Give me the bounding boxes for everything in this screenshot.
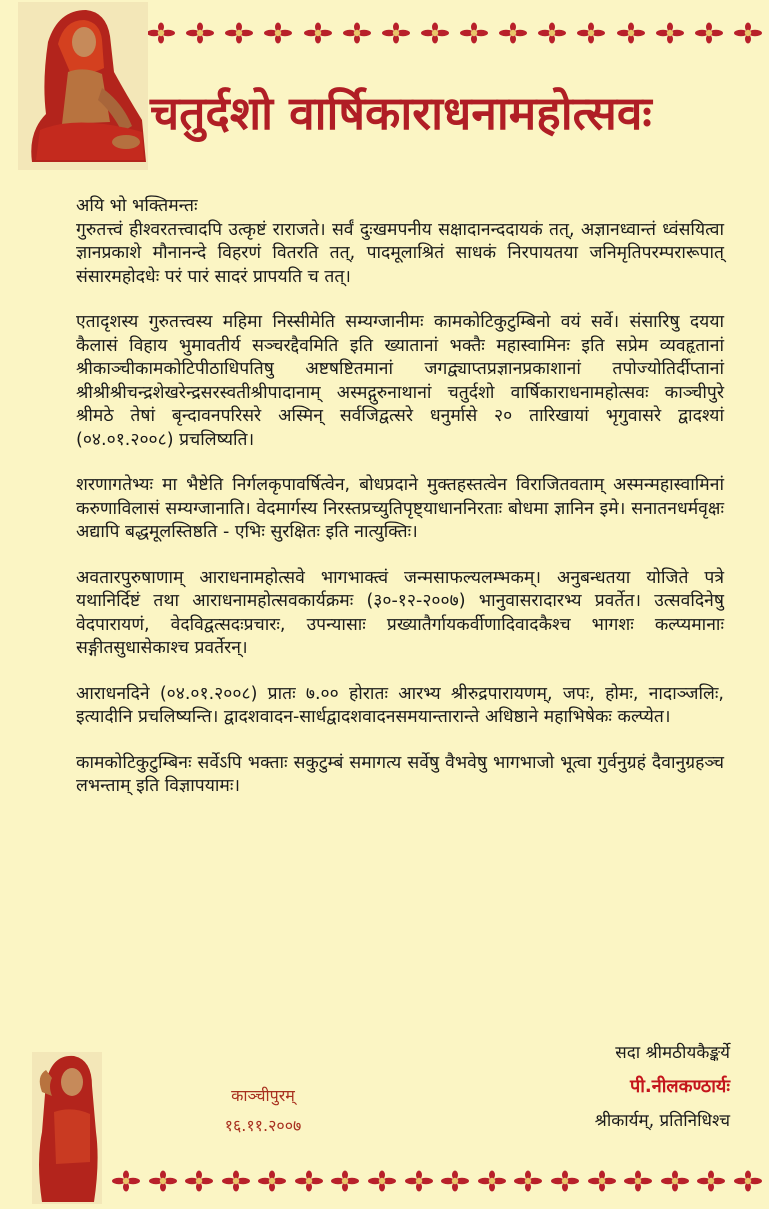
flower-ornament-icon: [342, 22, 372, 44]
saint-portrait-top: [18, 2, 148, 170]
signature-line-1: सदा श्रीमठीयकैङ्कर्ये: [615, 1043, 730, 1063]
flower-ornament-icon: [146, 22, 176, 44]
flower-ornament-icon: [513, 1170, 543, 1192]
saint-portrait-bottom: [32, 1052, 102, 1204]
flower-ornament-icon: [257, 1170, 287, 1192]
bottom-ornament-border: [105, 1166, 769, 1196]
flower-ornament-icon: [303, 22, 333, 44]
flower-ornament-icon: [696, 1170, 726, 1192]
flower-ornament-icon: [184, 1170, 214, 1192]
flower-ornament-icon: [294, 1170, 324, 1192]
place-date-block: [208, 1081, 318, 1141]
flower-ornament-icon: [623, 1170, 653, 1192]
place-city: काञ्चीपुरम्: [231, 1086, 295, 1105]
paragraph-4: अवतारपुरुषाणाम् आराधनामहोत्सवे भागभाक्त्वं जन्मसाफल्यलम्भकम्। अनुबन्धतया योजिते पत्रे यथानिर्दिष्टं तथा आराधनामहोत्सवकार्यक्रमः (३०-१२-२००७) भानुवासरादारभ्य प्रवर्तेत। उत्सवदिनेषु वेदपारायणं, वेदविद्वत्सदःप्रचारः, उपन्यासाः प्रख्यातैर्गायकर्वीणादिवादकैश्च भागशः कल्प्यमानाः सङ्गीतसुधासेकाश्च प्रवर्तेरन्।: [76, 567, 724, 658]
top-ornament-border: [140, 18, 769, 48]
flower-ornament-icon: [420, 22, 450, 44]
flower-ornament-icon: [404, 1170, 434, 1192]
flower-ornament-icon: [148, 1170, 178, 1192]
paragraph-1: गुरुतत्त्वं हीश्वरतत्त्वादपि उत्कृष्टं राराजते। सर्वं दुःखमपनीय सक्षादानन्ददायकं तत्, अज्ञानध्वान्तं ध्वंसयित्वा ज्ञानप्रकाशे मौनानन्दे विहरणं वितरति तत्, पादमूलाश्रितं साधकं निरपायतया जनिमृतिपरम्परारूपात् संसारमहोदधेः परं पारं सादरं प्रापयति च तत्।: [76, 219, 724, 287]
salutation: अयि भो भक्तिमन्तः: [76, 196, 198, 216]
signature-block: [520, 1036, 730, 1138]
flower-ornament-icon: [587, 1170, 617, 1192]
flower-ornament-icon: [477, 1170, 507, 1192]
flower-ornament-icon: [459, 22, 489, 44]
flower-ornament-icon: [660, 1170, 690, 1192]
flower-ornament-icon: [537, 22, 567, 44]
flower-ornament-icon: [616, 22, 646, 44]
flower-ornament-icon: [576, 22, 606, 44]
flower-ornament-icon: [263, 22, 293, 44]
flower-ornament-icon: [733, 1170, 763, 1192]
flower-ornament-icon: [367, 1170, 397, 1192]
flower-ornament-icon: [694, 22, 724, 44]
flower-ornament-icon: [224, 22, 254, 44]
flower-ornament-icon: [550, 1170, 580, 1192]
signature-line-3: श्रीकार्यम्, प्रतिनिधिश्च: [594, 1111, 730, 1131]
paragraph-6: कामकोटिकुटुम्बिनः सर्वेऽपि भक्ताः सकुटुम्बं समागत्य सर्वेषु वैभवेषु भागभाजो भूत्वा गुर्वनुग्रहं दैवानुग्रहञ्च लभन्ताम् इति विज्ञापयामः।: [76, 752, 724, 796]
flower-ornament-icon: [381, 22, 411, 44]
signature-name: पी.नीलकण्ठार्यः: [630, 1076, 730, 1097]
page-title: चतुर्दशो वार्षिकाराधनामहोत्सवः: [150, 86, 652, 140]
flower-ornament-icon: [498, 22, 528, 44]
paragraph-5: आराधनदिने (०४.०१.२००८) प्रातः ७.०० होरातः आरभ्य श्रीरुद्रपारायणम्, जपः, होमः, नादाञ्जलिः, इत्यादीनि प्रचलिष्यन्ति। द्वादशवादन-सार्धद्वादशवादनसमयान्तारान्ते अधिष्ठाने महाभिषेकः कल्प्येत।: [76, 683, 724, 727]
flower-ornament-icon: [111, 1170, 141, 1192]
flower-ornament-icon: [655, 22, 685, 44]
paragraph-3: शरणागतेभ्यः मा भैष्टेति निर्गलकृपावर्षित्वेन, बोधप्रदाने मुक्तहस्तत्वेन विराजितवताम् अस्मन्महास्वामिनां करुणाविलासं सम्यग्जानाति। वेदमार्गस्य निरस्तप्रच्युतिपृष्ट्याधाननिरताः बोधमा ज्ञानिन इमे। सनातनधर्मवृक्षः अद्यापि बद्धमूलस्तिष्ठति - एभिः सुरक्षितः इति नात्युक्तिः।: [76, 475, 724, 542]
paragraph-2: एतादृशस्य गुरुतत्त्वस्य महिमा निस्सीमेति सम्यग्जानीमः कामकोटिकुटुम्बिनो वयं सर्वे। संसारिषु दयया कैलासं विहाय भुमावतीर्य सञ्चरद्दैवमिति इति ख्यातानां भक्तैः महास्वामिनः इति सप्रेम व्यवहृतानां श्रीकाञ्चीकामकोटिपीठाधिपतिषु अष्टषष्टितमानां जगद्व्याप्तप्रज्ञानप्रकाशानां तपोज्योतिर्दीप्तानां श्रीश्रीश्रीचन्द्रशेखरेन्द्रसरस्वतीश्रीपादानाम् अस्मद्गुरुनाथानां चतुर्दशो वार्षिकाराधनामहोत्सवः काञ्चीपुरे श्रीमठे तेषां बृन्दावनपरिसरे अस्मिन् सर्वजिद्वत्सरे धनुर्मासे २० तारिखायां भृगुवासरे द्वादश्यां (०४.०१.२००८) प्रचलिष्यति।: [76, 312, 724, 450]
flower-ornament-icon: [330, 1170, 360, 1192]
letter-date: १६.११.२००७: [224, 1116, 302, 1135]
flower-ornament-icon: [733, 22, 763, 44]
letter-body: [76, 195, 724, 821]
flower-ornament-icon: [221, 1170, 251, 1192]
flower-ornament-icon: [185, 22, 215, 44]
flower-ornament-icon: [440, 1170, 470, 1192]
